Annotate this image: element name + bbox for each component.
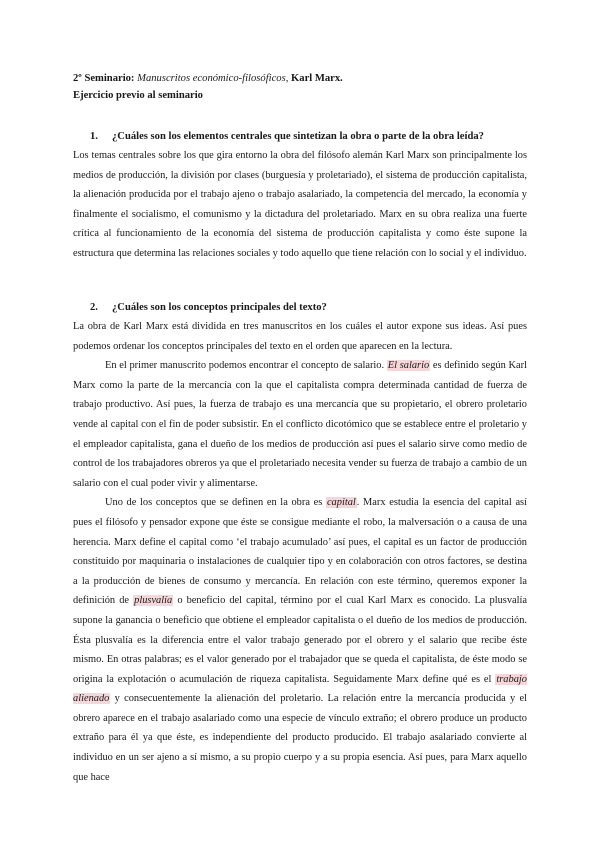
seminar-title-line (73, 70, 343, 87)
plusvalia-text: o beneficio del capital, término por el cual Karl Marx es conocido. La plusvalía supone la ganancia o beneficio que obtiene el empleador capitalista o el dueño de los medios de producción. Ésta plusvalía es la diferencia entre el valor trabajo generado por el obrero y el salario que recibe éste mismo. En otras palabras; es el valor generado por el trabajador que se queda el capitalista, de éste modo se origina la explotación o acumulación de riqueza capitalista. Seguidamente Marx define qué es el (73, 595, 528, 685)
capital-paragraph (73, 493, 527, 787)
alienation-text: y consecuentemente la alienación del proletario. La relación entre la mercancía producida y el obrero aparece en el trabajo asalariado como una especie de vínculo extraño; el obrero produce un producto extraño para él ya que éste, es independiente del producto producido. El trabajo asalariado convierte al individuo en un ser ajeno a sí mismo, a su propio cuerpo y a su propia esencia. Así pues, para Marx aquello que hace (73, 693, 527, 783)
salary-text-end: es definido según Karl Marx como la parte de la mercancía con la que el capitalista compra determinada cantidad de fuerza de trabajo productivo. Así pues, la fuerza de trabajo es una mercancía que su propietario, el obrero proletario vende al capital con el fin de poder subsistir. En el conflicto dicotómico que se establece entre el proletario y el empleador capitalista, gana el dueño de los medios de producción así pues el salario sirve como medio de control de los trabajadores obreros ya que el proletariado necesita vender su fuerza de trabajo a cambio de un salario con el cual poder vivir y alimentarse. (73, 360, 527, 489)
question-1-number: 1. (90, 131, 98, 142)
question-1-text: ¿Cuáles son los elementos centrales que sintetizan la obra o parte de la obra leída? (112, 131, 484, 142)
question-2-text: ¿Cuáles son los conceptos principales del texto? (112, 302, 327, 313)
answer-1-paragraph: Los temas centrales sobre los que gira entorno la obra del filósofo alemán Karl Marx son principalmente los medios de producción, la división por clases (burguesía y proletariado), el sistema de producción capitalista, la alienación producida por el trabajo ajeno o trabajo asalariado, la competencia del mercado, la economía y finalmente el socialismo, el comunismo y la dictadura del proletariado. Marx en su obra realiza una fuerte crítica al funcionamiento de la economía del sistema de producción capitalista y como éste supone la estructura que determina las relaciones sociales y todo aquello que tiene relación con lo social y el individuo. (73, 150, 527, 259)
answer-2-intro-paragraph: La obra de Karl Marx está dividida en tres manuscritos en los cuáles el autor expone sus ideas. Así pues podemos ordenar los conceptos principales del texto en el orden que aparecen en la lectura. (73, 321, 527, 352)
capital-text-start: Uno de los conceptos que se definen en la obra es (105, 497, 323, 509)
salary-paragraph (73, 356, 527, 493)
author-name: Karl Marx. (291, 73, 343, 84)
answer-2-body (73, 317, 527, 787)
highlight-trabajo-alienado: trabajo alienado (73, 673, 527, 705)
capital-text-middle: . Marx estudia la esencia del capital así pues el filósofo y pensador expone que éste se consigue mediante el robo, la malversación o a causa de una herencia. Marx define el capital como ‘el trabajo acumulado’ así pues, el capital es un factor de producción constituido por maquinaria o instalaciones de cualquier tipo y en colaboración con otros factores, se destina a la producción de bienes de consumo y mercancía. En relación con este término, queremos exponer la definición de (73, 497, 527, 607)
question-1-heading (90, 128, 484, 145)
question-2-heading (90, 299, 327, 316)
document-header (73, 70, 343, 104)
highlight-capital: capital (326, 497, 356, 509)
highlight-salario: El salario (387, 360, 430, 372)
seminar-label: 2º Seminario: (73, 73, 135, 84)
salary-text-start: En el primer manuscrito podemos encontrar el concepto de salario. (105, 360, 385, 372)
highlight-plusvalia: plusvalía (134, 595, 173, 607)
work-title: Manuscritos económico-filosóficos, (137, 73, 289, 84)
question-2-number: 2. (90, 302, 98, 313)
exercise-subtitle: Ejercicio previo al seminario (73, 90, 203, 101)
